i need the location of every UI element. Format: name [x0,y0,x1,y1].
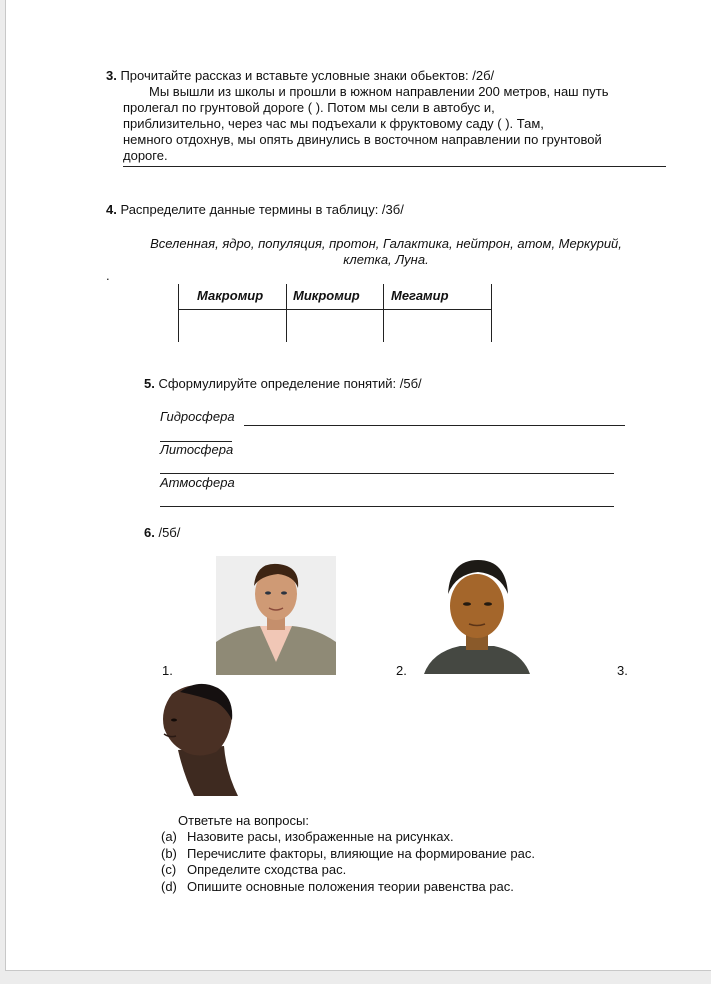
table-border [491,284,492,342]
table-header-macro: Макромир [197,288,264,303]
table-border [383,284,384,342]
photo-label-2: 2. [396,663,407,678]
table-border [286,284,287,342]
q5-title: Сформулируйте определение понятий: /5б/ [154,376,422,391]
q4-title: Распределите данные термины в таблицу: /3б/ [116,202,404,217]
q6-number: 6. [144,525,155,540]
table-border [178,284,179,342]
photo-label-1: 1. [162,663,173,678]
q6-question-d-letter: (d) [161,879,177,894]
q4-number: 4. [106,202,117,217]
q4-terms-line-1: Вселенная, ядро, популяция, протон, Галактика, нейтрон, атом, Меркурий, [150,236,622,251]
q3-text-line-3: приблизительно, через час мы подъехали к фруктовому саду ( ). Там, [123,116,544,131]
document-page [5,0,711,971]
photo-1 [216,556,336,675]
hydrosphere-answer-line [244,425,625,426]
lithosphere-answer-line [160,473,614,474]
stray-dot: . [106,268,110,283]
q4-terms-line-2: клетка, Луна. [343,252,429,267]
table-header-divider [178,309,492,310]
photo-label-3: 3. [617,663,628,678]
q6-question-c: Определите сходства рас. [187,862,347,877]
q6-question-b-letter: (b) [161,846,177,861]
q3-text-line-1: Мы вышли из школы и прошли в южном направлении 200 метров, наш путь [149,84,609,99]
q5-number: 5. [144,376,155,391]
q3-text-line-4: немного отдохнув, мы опять двинулись в восточном направлении по грунтовой [123,132,602,147]
term-hydrosphere: Гидросфера [160,409,235,424]
q3-number: 3. [106,68,117,83]
q3-answer-line [123,166,666,167]
photo-2 [422,556,532,676]
table-header-mega: Мегамир [391,288,449,303]
q3-heading [106,68,494,85]
atmosphere-answer-line [160,506,614,507]
q6-question-d: Опишите основные положения теории равенства рас. [187,879,514,894]
q3-text-line-5: дороге. [123,148,168,163]
q6-question-a: Назовите расы, изображенные на рисунках. [187,829,454,844]
q4-heading [106,202,404,219]
q3-text-line-2: пролегал по грунтовой дороге ( ). Потом мы сели в автобус и, [123,100,495,115]
q6-heading [144,525,180,542]
term-atmosphere: Атмосфера [160,475,235,490]
q6-title: /5б/ [154,525,181,540]
photo-3 [154,680,238,796]
q6-question-a-letter: (a) [161,829,177,844]
term-lithosphere: Литосфера [160,442,234,457]
q3-title: Прочитайте рассказ и вставьте условные знаки обьектов: /2б/ [116,68,495,83]
q5-heading [144,376,422,393]
q6-prompt: Ответьте на вопросы: [178,813,309,828]
q6-question-c-letter: (c) [161,862,177,877]
table-header-micro: Микромир [293,288,360,303]
q6-question-b: Перечислите факторы, влияющие на формирование рас. [187,846,535,861]
